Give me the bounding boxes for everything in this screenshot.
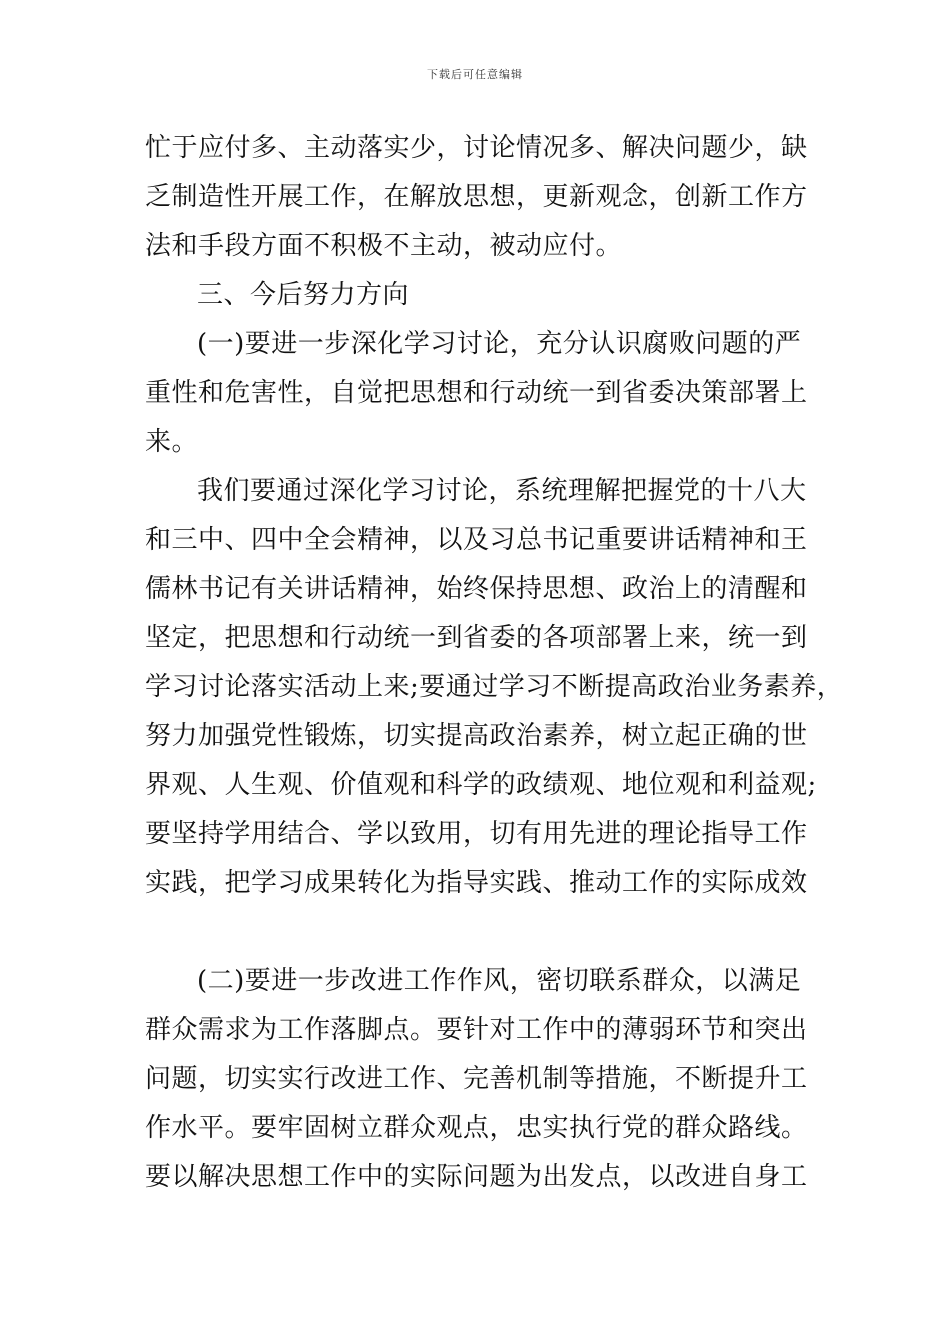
paragraph-gap <box>145 908 825 957</box>
text-line: 忙于应付多、主动落实少，讨论情况多、解决问题少，缺 <box>145 133 808 163</box>
text-line: 重性和危害性，自觉把思想和行动统一到省委决策部署上 <box>145 378 808 408</box>
text-line: 要以解决思想工作中的实际问题为出发点，以改进自身工 <box>145 1162 808 1192</box>
text-line: 实践，把学习成果转化为指导实践、推动工作的实际成效 <box>145 868 808 898</box>
text-line: 群众需求为工作落脚点。要针对工作中的薄弱环节和突出 <box>145 1015 808 1045</box>
text-line: 儒林书记有关讲话精神，始终保持思想、政治上的清醒和 <box>145 574 808 604</box>
document-body <box>145 124 844 1202</box>
page-header: 下载后可任意编辑 <box>427 68 523 81</box>
text-line: 和三中、四中全会精神，以及习总书记重要讲话精神和王 <box>145 525 808 555</box>
text-line: 学习讨论落实活动上来;要通过学习不断提高政治业务素养， <box>145 672 844 702</box>
text-line: 来。 <box>145 427 199 457</box>
text-line: 要坚持学用结合、学以致用，切有用先进的理论指导工作 <box>145 819 808 849</box>
text-line: 努力加强党性锻炼，切实提高政治素养，树立起正确的世 <box>145 721 808 751</box>
subsection-heading: (二)要进一步改进工作作风，密切联系群众，以满足 <box>197 966 802 996</box>
paragraph-start: 我们要通过深化学习讨论，系统理解把握党的十八大 <box>197 476 807 506</box>
text-line: 法和手段方面不积极不主动，被动应付。 <box>145 231 623 261</box>
text-line: 坚定，把思想和行动统一到省委的各项部署上来，统一到 <box>145 623 808 653</box>
subsection-heading: (一)要进一步深化学习讨论，充分认识腐败问题的严 <box>197 329 802 359</box>
section-heading: 三、今后努力方向 <box>197 280 410 310</box>
text-line: 问题，切实实行改进工作、完善机制等措施，不断提升工 <box>145 1064 808 1094</box>
text-line: 界观、人生观、价值观和科学的政绩观、地位观和利益观; <box>145 770 817 800</box>
text-line: 作水平。要牢固树立群众观点，忠实执行党的群众路线。 <box>145 1113 808 1143</box>
text-line: 乏制造性开展工作，在解放思想，更新观念，创新工作方 <box>145 182 808 212</box>
